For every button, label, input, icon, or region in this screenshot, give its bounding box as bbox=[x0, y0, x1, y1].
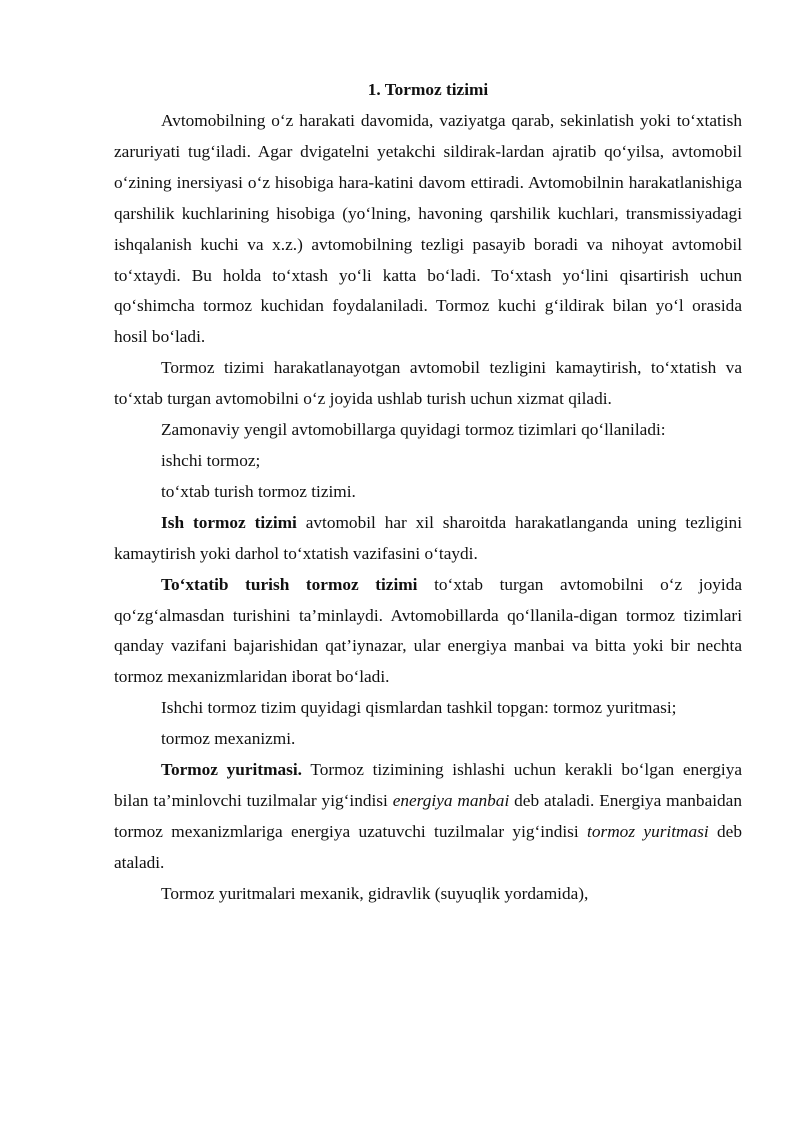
paragraph-purpose: Tormoz tizimi harakatlanayotgan avtomobil tezligini kamaytirish, to‘xtatish va to‘xtab turgan avtomobilni o‘z joyida ushlab turish uchun xizmat qiladi. bbox=[114, 358, 742, 409]
term-energy-source: energiya manbai bbox=[392, 790, 510, 810]
paragraph-parking-brake bbox=[114, 570, 742, 694]
paragraph-service-brake bbox=[114, 508, 742, 570]
list-item-parking-brake: to‘xtab turish tormoz tizimi. bbox=[161, 481, 356, 501]
paragraph-types: Zamonaviy yengil avtomobillarga quyidagi tormoz tizimlari qo‘llaniladi: bbox=[161, 420, 666, 440]
term-service-brake: Ish tormoz tizimi bbox=[161, 512, 297, 532]
term-brake-drive-italic: tormoz yuritmasi bbox=[587, 821, 709, 841]
paragraph-intro: Avtomobilning o‘z harakati davomida, vaziyatga qarab, sekinlatish yoki to‘xtatish zaruriyati tug‘iladi. Agar dvigatelni yetakchi sildirak-lardan ajratib qo‘yilsa, avtomobil o‘zining inersiyasi o‘z hisobiga hara-katini davom ettiradi. Avtomobilnin harakatlanishiga qarshilik kuchlarining hisobiga (yo‘lning, havoning qarshilik kuchlari, transmissiyadagi ishqalanish kuchi va x.z.) avtomobilning tezligi pasayib boradi va nihoyat avtomobil to‘xtaydi. Bu holda to‘xtash yo‘li katta bo‘ladi. To‘xtash yo‘lini qisartirish uchun qo‘shimcha tormoz kuchidan foydalaniladi. Tormoz kuchi g‘ildirak bilan yo‘l orasida hosil bo‘ladi. bbox=[114, 111, 742, 347]
text-service-brake: avtomobil har xil sharoitda harakatlanganda uning tezligini kamaytirish yoki darhol to‘xtatish vazifasini o‘taydi. bbox=[114, 512, 742, 563]
paragraph-drive-types: Tormoz yuritmalari mexanik, gidravlik (suyuqlik yordamida), bbox=[161, 883, 589, 903]
text-brake-drive-b: deb ataladi. Energiya manbaidan tormoz mexanizmlariga energiya uzatuvchi tuzilmalar yig‘indisi bbox=[114, 790, 742, 841]
list-item-brake-mechanism: tormoz mexanizmi. bbox=[161, 729, 296, 749]
section-title: 1. Tormoz tizimi bbox=[367, 80, 489, 99]
paragraph-components: Ishchi tormoz tizim quyidagi qismlardan tashkil topgan: tormoz yuritmasi; bbox=[161, 698, 677, 718]
list-item-service-brake: ishchi tormoz; bbox=[161, 450, 261, 470]
text-brake-drive-c: deb ataladi. bbox=[114, 821, 742, 872]
text-parking-brake: to‘xtab turgan avtomobilni o‘z joyida qo‘zg‘almasdan turishini ta’minlaydi. Avtomobillarda qo‘llanila-digan tormoz tizimlari qanday vazifani bajarishidan qat’iynazar, ular energiya manbai va bitta yoki bir nechta tormoz mexanizmlaridan iborat bo‘ladi. bbox=[114, 574, 742, 687]
text-brake-drive-a: Tormoz tizimining ishlashi uchun kerakli bo‘lgan energiya bilan ta’minlovchi tuzilmalar yig‘indisi bbox=[114, 760, 743, 810]
term-brake-drive: Tormoz yuritmasi. bbox=[161, 760, 303, 780]
paragraph-brake-drive bbox=[114, 755, 742, 879]
term-parking-brake: To‘xtatib turish tormoz tizimi bbox=[161, 574, 418, 594]
